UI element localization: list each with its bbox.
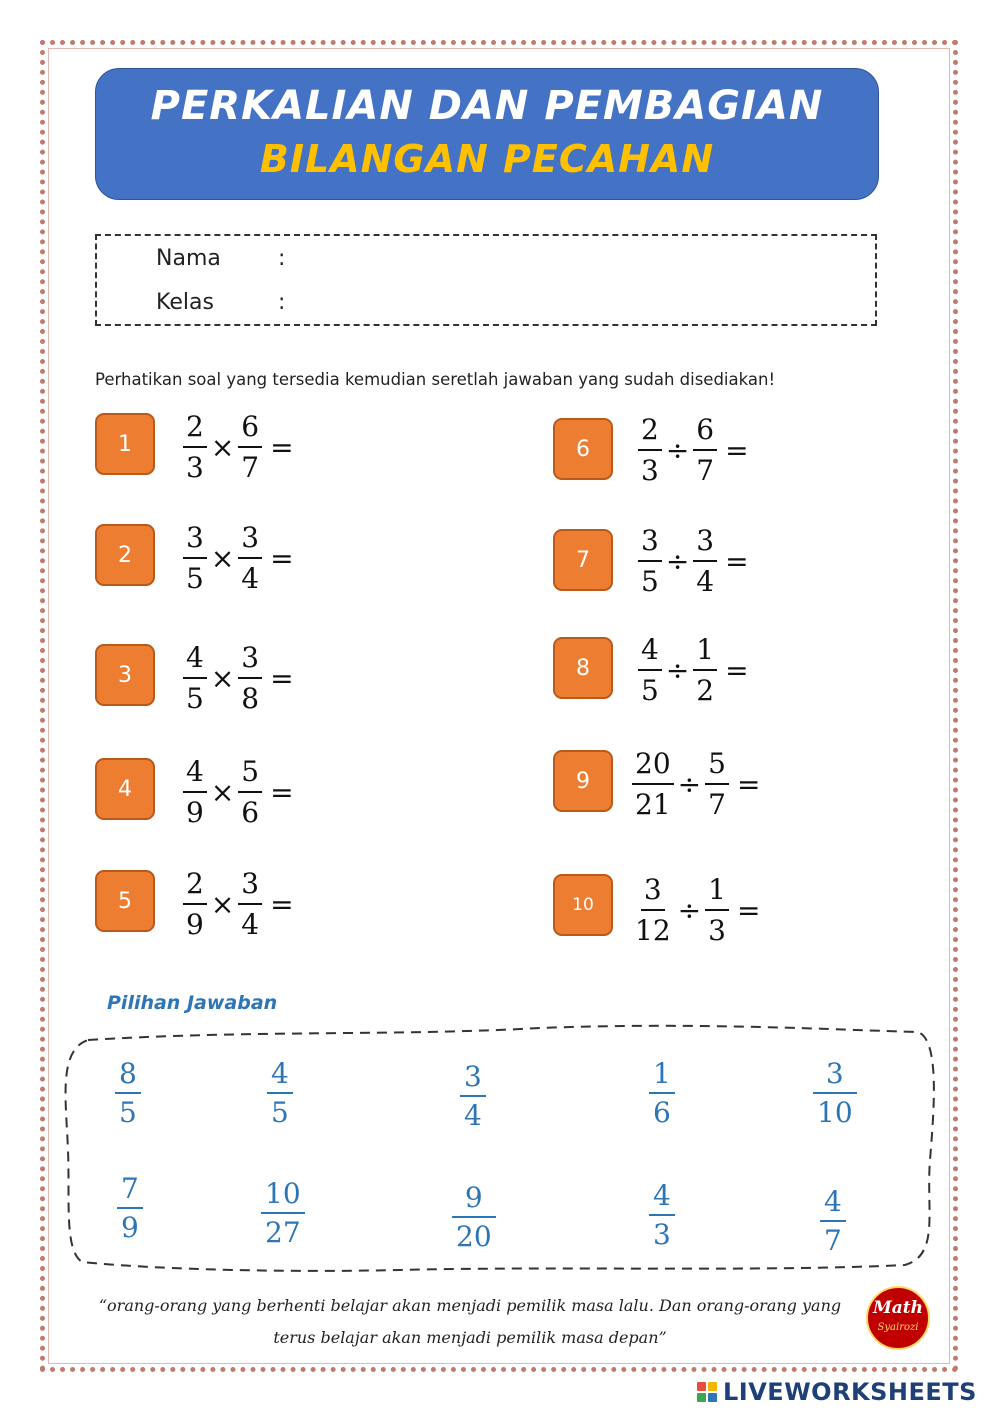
author-logo: [866, 1286, 930, 1350]
operator: ×: [210, 542, 235, 575]
numerator: 1: [693, 636, 717, 671]
quote-line-1: “orang-orang yang berhenti belajar akan menjadi pemilik masa lalu. Dan orang-orang yang: [98, 1296, 842, 1315]
answer-choices-title: Pilihan Jawaban: [107, 992, 278, 1014]
answer-choice[interactable]: [649, 1179, 675, 1251]
question-number-badge: 7: [553, 529, 613, 591]
denominator: 4: [241, 908, 260, 941]
operator: ×: [210, 662, 235, 695]
denominator: 7: [824, 1224, 842, 1257]
denominator: 4: [696, 565, 715, 598]
numerator: 6: [693, 416, 717, 451]
operator: ÷: [677, 768, 702, 801]
equals-sign: =: [736, 768, 761, 801]
question-number-badge: 8: [553, 637, 613, 699]
answer-choice[interactable]: [261, 1177, 305, 1249]
operator: ÷: [677, 894, 702, 927]
title-line-1: PERKALIAN DAN PEMBAGIAN: [150, 83, 824, 129]
denominator: 3: [641, 454, 659, 487]
question-number-badge: 9: [553, 750, 613, 812]
denominator: 7: [696, 454, 715, 487]
denominator: 9: [186, 796, 204, 829]
answer-choice[interactable]: [649, 1057, 675, 1129]
answer-choice[interactable]: [267, 1057, 293, 1129]
operator: ×: [210, 776, 235, 809]
denominator: 3: [186, 451, 204, 484]
question-number-badge: 1: [95, 413, 155, 475]
denominator: 9: [121, 1211, 139, 1244]
equals-sign: =: [270, 888, 294, 921]
liveworksheets-logo[interactable]: [697, 1378, 977, 1406]
denominator: 8: [241, 682, 260, 715]
denominator: 7: [708, 788, 726, 821]
question-number-badge: 6: [553, 418, 613, 480]
equals-sign: =: [270, 776, 294, 809]
denominator: 21: [635, 788, 671, 821]
question-number-badge: 2: [95, 524, 155, 586]
equals-sign: =: [270, 431, 294, 464]
denominator: 5: [271, 1096, 289, 1129]
answer-choice[interactable]: [820, 1185, 846, 1257]
answer-choice[interactable]: [117, 1172, 143, 1244]
operator: ×: [210, 888, 235, 921]
numerator: 3: [638, 527, 662, 562]
numerator: 1: [705, 876, 729, 911]
operator: ÷: [665, 654, 690, 687]
numerator: 3: [825, 1057, 844, 1090]
numerator: 4: [271, 1057, 289, 1090]
denominator: 4: [464, 1099, 482, 1132]
title-line-2: BILANGAN PECAHAN: [259, 137, 715, 181]
denominator: 27: [265, 1216, 301, 1249]
numerator: 7: [121, 1172, 139, 1205]
denominator: 5: [186, 682, 204, 715]
answer-choice[interactable]: [460, 1060, 486, 1132]
equals-sign: =: [736, 894, 761, 927]
operator: ×: [210, 431, 235, 464]
equals-sign: =: [725, 545, 749, 578]
denominator: 7: [241, 451, 260, 484]
denominator: 9: [186, 908, 204, 941]
equals-sign: =: [725, 654, 749, 687]
author-logo-subtitle: Syairozi: [877, 1322, 919, 1333]
numerator: 2: [183, 413, 207, 448]
denominator: 10: [817, 1096, 853, 1129]
denominator: 4: [241, 562, 260, 595]
equals-sign: =: [270, 542, 294, 575]
answer-choice[interactable]: [452, 1181, 496, 1253]
numerator: 2: [638, 416, 662, 451]
question-number-badge: 4: [95, 758, 155, 820]
numerator: 4: [638, 636, 662, 671]
numerator: 4: [653, 1179, 671, 1212]
numerator: 3: [238, 524, 262, 559]
denominator: 12: [635, 914, 671, 947]
denominator: 5: [119, 1096, 137, 1129]
denominator: 5: [641, 565, 659, 598]
denominator: 3: [708, 914, 726, 947]
denominator: 2: [696, 674, 715, 707]
question-number-badge: 10: [553, 874, 613, 936]
operator: ÷: [665, 545, 690, 578]
name-colon: :: [278, 246, 286, 271]
instruction-text: Perhatikan soal yang tersedia kemudian seretlah jawaban yang sudah disediakan!: [95, 370, 776, 389]
liveworksheets-logo-text: LIVEWORKSHEETS: [723, 1378, 977, 1406]
numerator: 20: [632, 750, 674, 785]
equals-sign: =: [725, 434, 749, 467]
denominator: 5: [641, 674, 659, 707]
quote-line-2: terus belajar akan menjadi pemilik masa depan”: [273, 1328, 667, 1347]
denominator: 20: [456, 1220, 492, 1253]
numerator: 3: [238, 870, 262, 905]
numerator: 4: [183, 758, 207, 793]
class-label: Kelas: [156, 290, 214, 315]
numerator: 4: [183, 644, 207, 679]
numerator: 3: [641, 876, 665, 911]
denominator: 6: [241, 796, 260, 829]
denominator: 6: [653, 1096, 671, 1129]
numerator: 1: [653, 1057, 671, 1090]
denominator: 5: [186, 562, 204, 595]
question-number-badge: 5: [95, 870, 155, 932]
numerator: 4: [824, 1185, 842, 1218]
question-number-badge: 3: [95, 644, 155, 706]
name-label: Nama: [156, 246, 221, 271]
operator: ÷: [665, 434, 690, 467]
denominator: 3: [653, 1218, 671, 1251]
numerator: 9: [464, 1181, 483, 1214]
numerator: 3: [693, 527, 717, 562]
numerator: 3: [183, 524, 207, 559]
numerator: 3: [464, 1060, 482, 1093]
numerator: 10: [265, 1177, 301, 1210]
answer-choice[interactable]: [813, 1057, 857, 1129]
numerator: 6: [238, 413, 262, 448]
numerator: 5: [705, 750, 729, 785]
equals-sign: =: [270, 662, 294, 695]
liveworksheets-logo-icon: [697, 1382, 717, 1402]
answer-choice[interactable]: [115, 1057, 141, 1129]
numerator: 5: [238, 758, 262, 793]
numerator: 8: [119, 1057, 137, 1090]
class-colon: :: [278, 290, 286, 315]
numerator: 3: [238, 644, 262, 679]
author-logo-title: Math: [872, 1298, 924, 1318]
numerator: 2: [183, 870, 207, 905]
